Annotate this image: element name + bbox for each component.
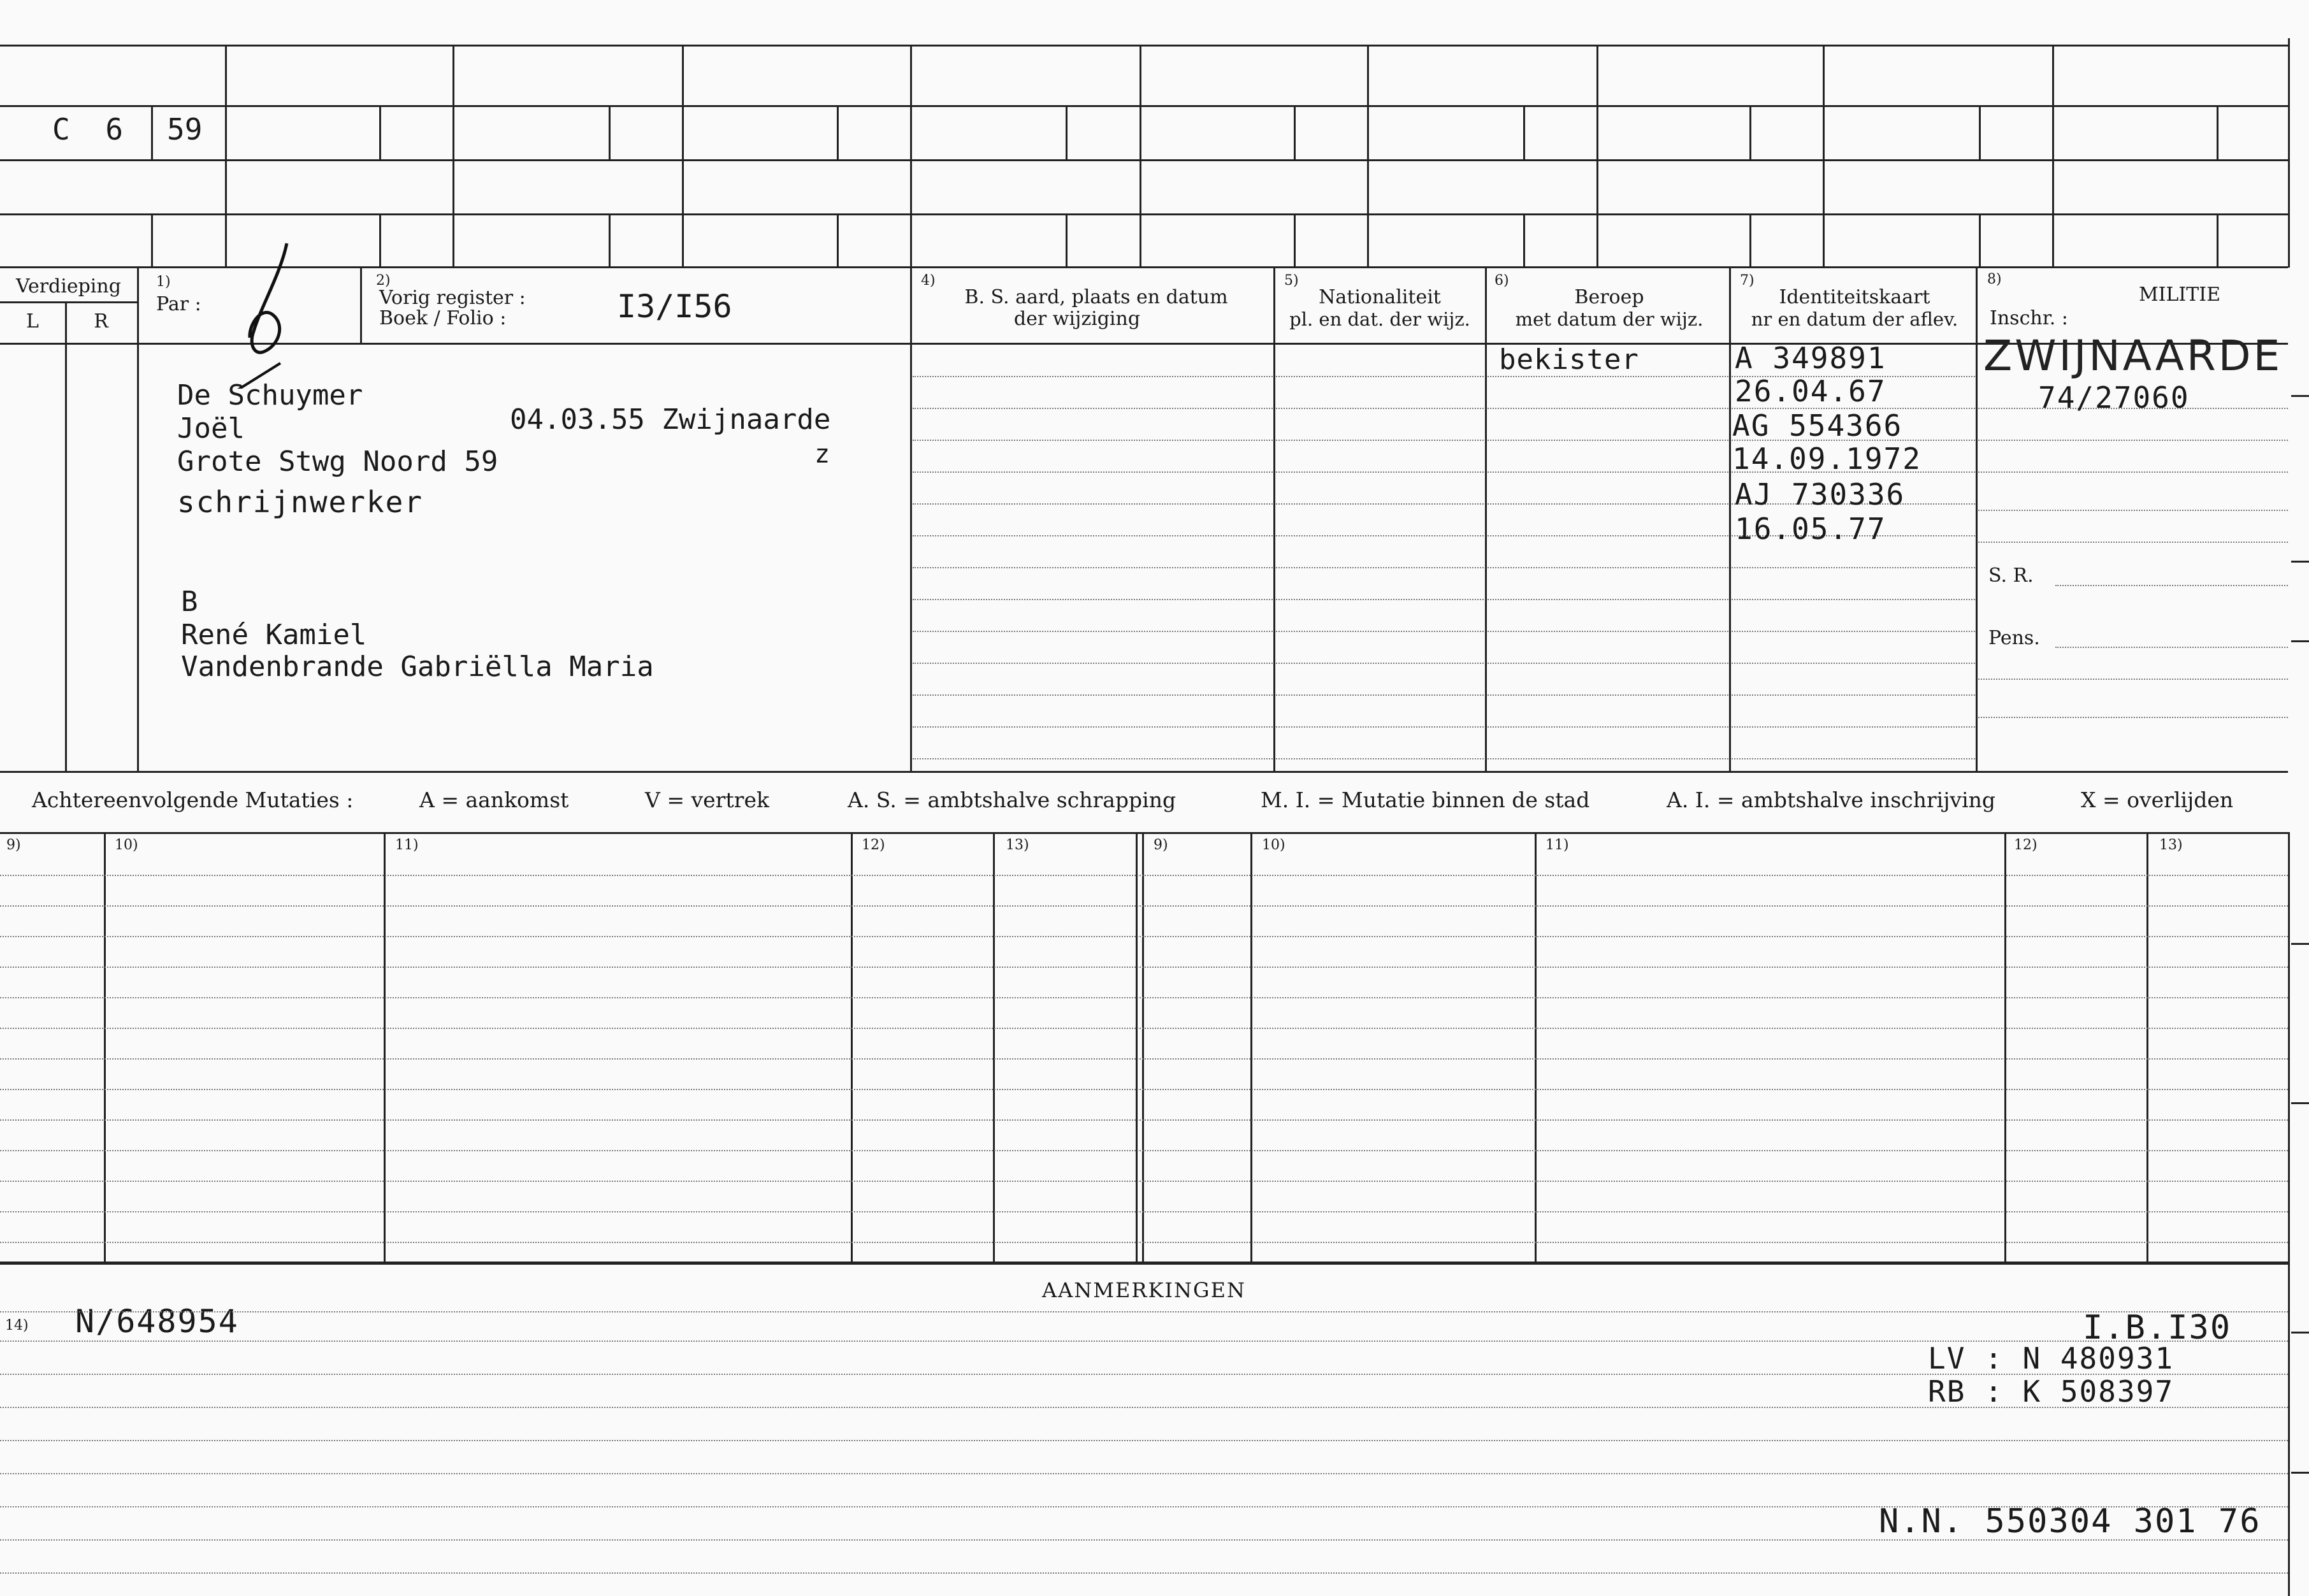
inschr-label: Inschr. : [1990,307,2068,329]
rule [0,1311,2288,1312]
rule [1596,45,1598,268]
rule [2146,832,2148,1264]
rule [913,663,1273,664]
house-number: 59 [167,112,203,147]
nat-header-line1: Nationaliteit [1319,286,1441,308]
par-label: Par : [156,293,201,315]
col-number: 9) [1154,837,1168,853]
rule [1487,471,1728,473]
field-number: 1) [156,274,171,290]
nat-header-line2: pl. en dat. der wijz. [1289,308,1470,330]
rule [913,503,1273,505]
rule [1487,408,1728,409]
rule [379,105,381,159]
field-number: 2) [376,273,391,289]
rule [1749,105,1751,159]
bs-header-line1: B. S. aard, plaats en datum [964,286,1228,308]
rule [913,726,1273,728]
rule [1487,694,1728,696]
rule [1276,599,1484,600]
rule [65,301,67,773]
rule [1276,663,1484,664]
rule [1276,535,1484,536]
rule [1979,213,1981,268]
rule [1487,631,1728,632]
birth-date-place: 04.03.55 Zwijnaarde [510,403,831,436]
id-card-entry: A 349891 [1735,341,1886,375]
rule [0,1440,2288,1441]
rule [2291,1102,2309,1104]
rule [1276,694,1484,696]
id-header-line2: nr en datum der aflev. [1751,308,1958,330]
father-name: René Kamiel [181,619,367,651]
rule [1066,213,1068,268]
rule [1276,376,1484,377]
rule [151,213,153,268]
field-number: 4) [921,273,936,289]
rule [913,758,1273,759]
rule [0,1150,2288,1151]
rule [0,213,2288,215]
col-number: 9) [6,837,21,853]
rule [0,1506,2288,1507]
rule [1487,599,1728,600]
rule [913,694,1273,696]
col-number: 12) [2014,837,2038,853]
rule [1978,510,2288,511]
legend-item: A. I. = ambtshalve inschrijving [1667,787,1996,812]
rule [0,832,2288,834]
rule [0,1089,2288,1090]
rule [609,213,611,268]
person-address: Grote Stwg Noord 59 [177,445,498,478]
bs-header-line2: der wijziging [1013,308,1141,330]
rule [1732,567,1975,568]
rule [1487,440,1728,441]
rule [1276,631,1484,632]
col-number: 11) [395,837,419,853]
col-number: 12) [862,837,885,853]
rule [1732,694,1975,696]
rule [2291,1332,2309,1334]
rule [0,45,2288,47]
rule [1976,266,1978,773]
field-number: 5) [1284,273,1299,289]
rule [1142,832,1144,1264]
rule [913,440,1273,441]
field-number: 8) [1987,271,2002,287]
rule [910,266,912,773]
rule [1732,726,1975,728]
rule [2288,38,2290,268]
rule [225,45,227,268]
rule [609,105,611,159]
rule [0,301,137,303]
rule [0,1058,2288,1060]
legend-item: A = aankomst [419,787,569,812]
rule [1978,679,2288,680]
rule [851,832,853,1264]
rule [2217,213,2219,268]
mutaties-title: Achtereenvolgende Mutaties : [32,787,354,812]
rule [379,213,381,268]
legend-item: A. S. = ambtshalve schrapping [848,787,1176,812]
rule [0,1028,2288,1029]
legend-item: X = overlijden [2081,787,2234,812]
rule [2291,395,2309,397]
id-header-line1: Identiteitskaart [1779,286,1930,308]
rule [1276,758,1484,759]
vorig-register-label: Vorig register : [379,287,526,309]
person-firstname: Joël [177,412,245,445]
c-code: C 6 [52,112,133,147]
rule [1276,440,1484,441]
rule [1276,567,1484,568]
field-number: 14) [5,1318,29,1334]
rule [1294,213,1296,268]
rule [1487,503,1728,505]
rule [1978,471,2288,473]
id-card-entry: 14.09.1972 [1732,442,1922,476]
pens-label: Pens. [1988,627,2040,649]
col-number: 10) [115,837,138,853]
rule [2004,832,2006,1264]
aanmerking-code: I.B.I30 [2083,1309,2232,1347]
rule [0,936,2288,937]
aanmerking-rb: RB : K 508397 [1928,1374,2175,1409]
rule [452,45,454,268]
rule [0,1473,2288,1474]
rule [384,832,386,1264]
rule [913,471,1273,473]
rule [0,1407,2288,1408]
rule [1487,758,1728,759]
rule [913,631,1273,632]
parent-label: B [181,586,198,618]
col-l-label: L [26,310,39,333]
rule [1136,832,1138,1264]
col-number: 13) [1006,837,1029,853]
rule [2291,561,2309,563]
register-value: I3/I56 [617,288,732,325]
rule [910,45,912,268]
rule [2291,640,2309,642]
rule [1749,213,1751,268]
national-number: N.N. 550304 301 76 [1879,1502,2261,1541]
rule [2288,832,2290,1264]
rule [0,1572,2288,1574]
rule [0,875,2288,876]
rule [1485,266,1487,773]
rule [0,159,2288,161]
rule [837,213,839,268]
rule [104,832,106,1264]
rule [0,1262,2288,1265]
rule [1276,408,1484,409]
legend-item: V = vertrek [645,787,769,812]
rule [837,105,839,159]
rule [0,771,2288,773]
col-r-label: R [94,310,108,333]
rule [682,45,684,268]
verdieping-label: Verdieping [16,275,121,298]
col-number: 13) [2159,837,2183,853]
rule [0,266,2288,268]
aanmerkingen-title: AANMERKINGEN [1042,1278,1246,1302]
rule [0,105,2288,107]
rule [1978,440,2288,441]
field-number: 6) [1495,273,1509,289]
aanmerking-ref: N/648954 [75,1303,239,1340]
rule [1487,663,1728,664]
rule [1487,726,1728,728]
rule [360,266,362,344]
rule [1732,599,1975,600]
field-number: 7) [1740,273,1755,289]
beroep-value: bekister [1499,343,1639,376]
rule [2055,585,2288,586]
rule [1487,376,1728,377]
rule [0,1211,2288,1212]
rule [1273,266,1275,773]
col-number: 11) [1545,837,1569,853]
rule [0,967,2288,968]
paraph-signature [210,236,338,389]
rule [137,266,139,773]
rule [1732,758,1975,759]
rule [913,567,1273,568]
rule [1276,471,1484,473]
rule [1729,266,1731,773]
rule [1276,503,1484,505]
id-card-entry: 26.04.67 [1735,374,1886,408]
rule [1140,45,1141,268]
rule [1276,726,1484,728]
id-card-entry: AJ 730336 [1735,477,1906,512]
rule [1823,45,1825,268]
sr-label: S. R. [1988,564,2034,587]
rule [1978,717,2288,718]
boek-folio-label: Boek / Folio : [379,307,507,329]
rule [1294,105,1296,159]
rule [2288,1262,2290,1596]
rule [2217,105,2219,159]
rule [151,105,153,159]
rule [1732,631,1975,632]
rule [1487,535,1728,536]
rule [913,535,1273,536]
militie-stamp: ZWIJNAARDE [1983,331,2283,380]
rule [913,599,1273,600]
rule [1523,105,1525,159]
rule [1979,105,1981,159]
mother-name: Vandenbrande Gabriëlla Maria [181,651,654,683]
id-card-entry: AG 554366 [1732,408,1903,443]
rule [2291,1472,2309,1474]
beroep-header-line1: Beroep [1574,286,1644,308]
rule [0,1341,2288,1342]
beroep-header-line2: met datum der wijz. [1515,308,1704,330]
rule [0,997,2288,998]
col-number: 10) [1262,837,1285,853]
rule [993,832,995,1264]
rule [1523,213,1525,268]
marker: z [814,440,830,469]
id-card-entry: 16.05.77 [1735,512,1886,546]
rule [2291,943,2309,945]
person-job: schrijnwerker [177,485,424,519]
rule [1978,542,2288,543]
militie-number: 74/27060 [2038,380,2190,415]
person-surname: De Schuymer [177,379,363,412]
rule [0,1181,2288,1182]
aanmerking-lv: LV : N 480931 [1928,1341,2175,1376]
legend-item: M. I. = Mutatie binnen de stad [1261,787,1590,812]
rule [1367,45,1369,268]
rule [1250,832,1252,1264]
rule [0,1119,2288,1121]
rule [0,905,2288,907]
rule [1066,105,1068,159]
rule [913,376,1273,377]
rule [0,1374,2288,1375]
rule [2055,647,2288,648]
rule [1487,567,1728,568]
rule [0,1539,2288,1541]
rule [1535,832,1537,1264]
militie-header: MILITIE [2138,284,2221,306]
rule [2052,45,2054,268]
rule [0,1242,2288,1243]
rule [913,408,1273,409]
rule [1732,663,1975,664]
